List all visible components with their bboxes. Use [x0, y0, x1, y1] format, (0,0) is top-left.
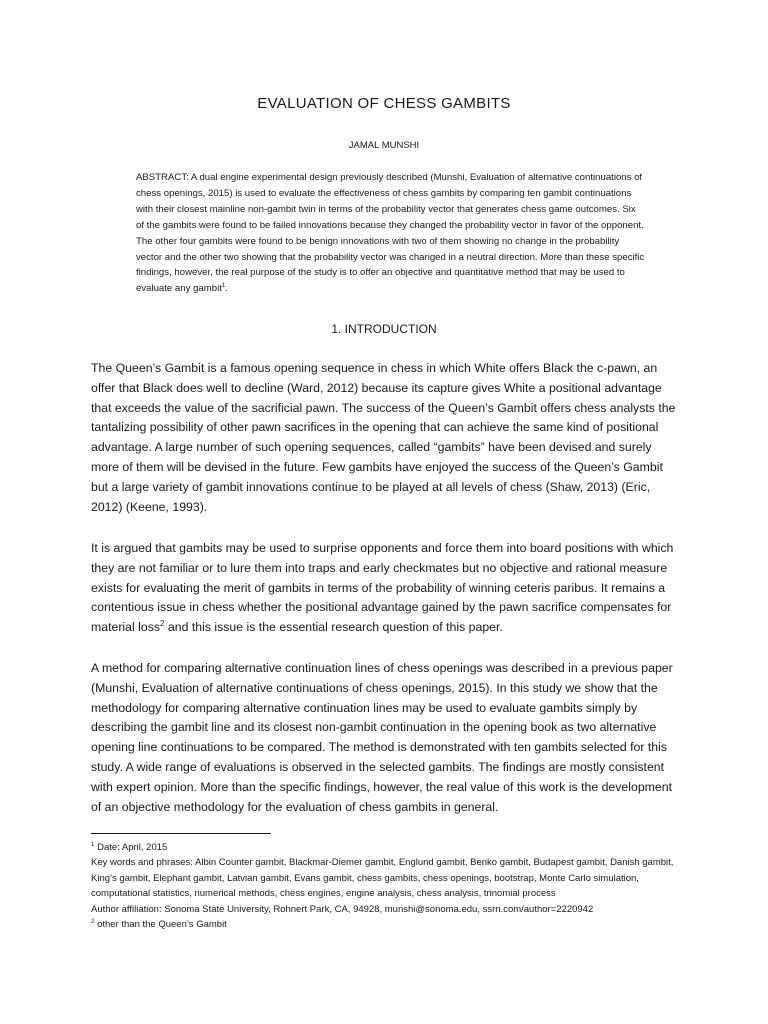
footnote-2-mark: 2 [91, 917, 95, 925]
abstract-end: . [225, 283, 229, 295]
abstract-text: ABSTRACT: A dual engine experimental design previously described (Munshi, Evaluation of alternative continuations of chess openings, 2015) is used to evaluate the effectiveness of chess gambits by comparing ten gambit continuations with their closest mainline non-gambit twin in terms of the probability vector that generates chess game outcomes. Six of the gambits were found to be failed innovations because they changed the probability vector in favor of the opponent. The other four gambits were found to be benign innovations with two of them showing no change in the probability vector and the other two showing that the probability vector was changed in a neutral direction. More than these specific findings, however, the real purpose of the study is to offer an objective and quantitative method that may be used to evaluate any gambit [136, 172, 645, 295]
footnote-ref-2: 2 [160, 619, 165, 629]
footnote-1-mark: 1 [91, 840, 95, 848]
paragraph-2-text: It is argued that gambits may be used to surprise opponents and force them into board positions with which they are not familiar or to lure them into traps and early checkmates but no objective and rational measure exists for evaluating the merit of gambits in terms of the probability of winning ceteris paribus. It remains a contentious issue in chess whether the positional advantage gained by the pawn sacrifice compensates for material loss [91, 541, 674, 635]
footnote-affiliation: Author affiliation: Sonoma State University, Rohnert Park, CA, 94928, munshi@sonoma.edu, ssrn.com/author=2220942 [91, 903, 594, 915]
paragraph-2-text-end: and this issue is the essential research question of this paper. [164, 620, 503, 635]
footnote-2 [91, 917, 691, 932]
author-name: JAMAL MUNSHI [348, 140, 420, 151]
footnote-ref-1: 1 [221, 282, 226, 290]
intro-paragraph-2 [91, 539, 681, 638]
section-heading-introduction: 1. INTRODUCTION [331, 322, 437, 336]
abstract [136, 170, 646, 297]
footnote-1-text: Date: April, 2015 [94, 842, 168, 853]
footnote-1 [91, 840, 691, 855]
paper-title: EVALUATION OF CHESS GAMBITS [257, 95, 511, 112]
intro-paragraph-1: The Queen’s Gambit is a famous opening sequence in chess in which White offers Black the c-pawn, an offer that Black does well to decline (Ward, 2012) because its capture gives White a positional advantage that exceeds the value of the sacrificial pawn. The success of the Queen’s Gambit offers chess analysts the tantalizing possibility of other pawn sacrifices in the opening that can achieve the same kind of positional advantage. A large number of such opening sequences, called “gambits” have been devised and surely more of them will be devised in the future. Few gambits have enjoyed the success of the Queen’s Gambit but a large variety of gambit innovations continue to be played at all levels of chess (Shaw, 2013) (Eric, 2012) (Keene, 1993). [91, 361, 676, 514]
footnote-2-text: other than the Queen’s Gambit [94, 919, 227, 931]
footnotes [91, 840, 691, 932]
intro-paragraph-3: A method for comparing alternative continuation lines of chess openings was described in a previous paper (Munshi, Evaluation of alternative continuations of chess openings, 2015). In this study we show that the methodology for comparing alternative continuation lines may be used to evaluate gambits simply by describing the gambit line and its closest non-gambit continuation in the opening book as two alternative opening line continuations to be compared. The method is demonstrated with ten gambits selected for this study. A wide range of evaluations is observed in the selected gambits. The findings are mostly consistent with expert opinion. More than the specific findings, however, the real value of this work is the development of an objective methodology for the evaluation of chess gambits in general. [91, 661, 673, 814]
footnote-divider [91, 833, 271, 834]
footnote-keywords: Key words and phrases: Albin Counter gambit, Blackmar-Diemer gambit, Englund gambit, Benko gambit, Budapest gambit, Danish gambit, King’s gambit, Elephant gambit, Latvian gambit, Evans gambit, chess gambits, chess openings, bootstrap, Monte Carlo simulation, computational statistics, numerical methods, chess engines, engine analysis, chess analysis, trinomial process [91, 857, 674, 900]
